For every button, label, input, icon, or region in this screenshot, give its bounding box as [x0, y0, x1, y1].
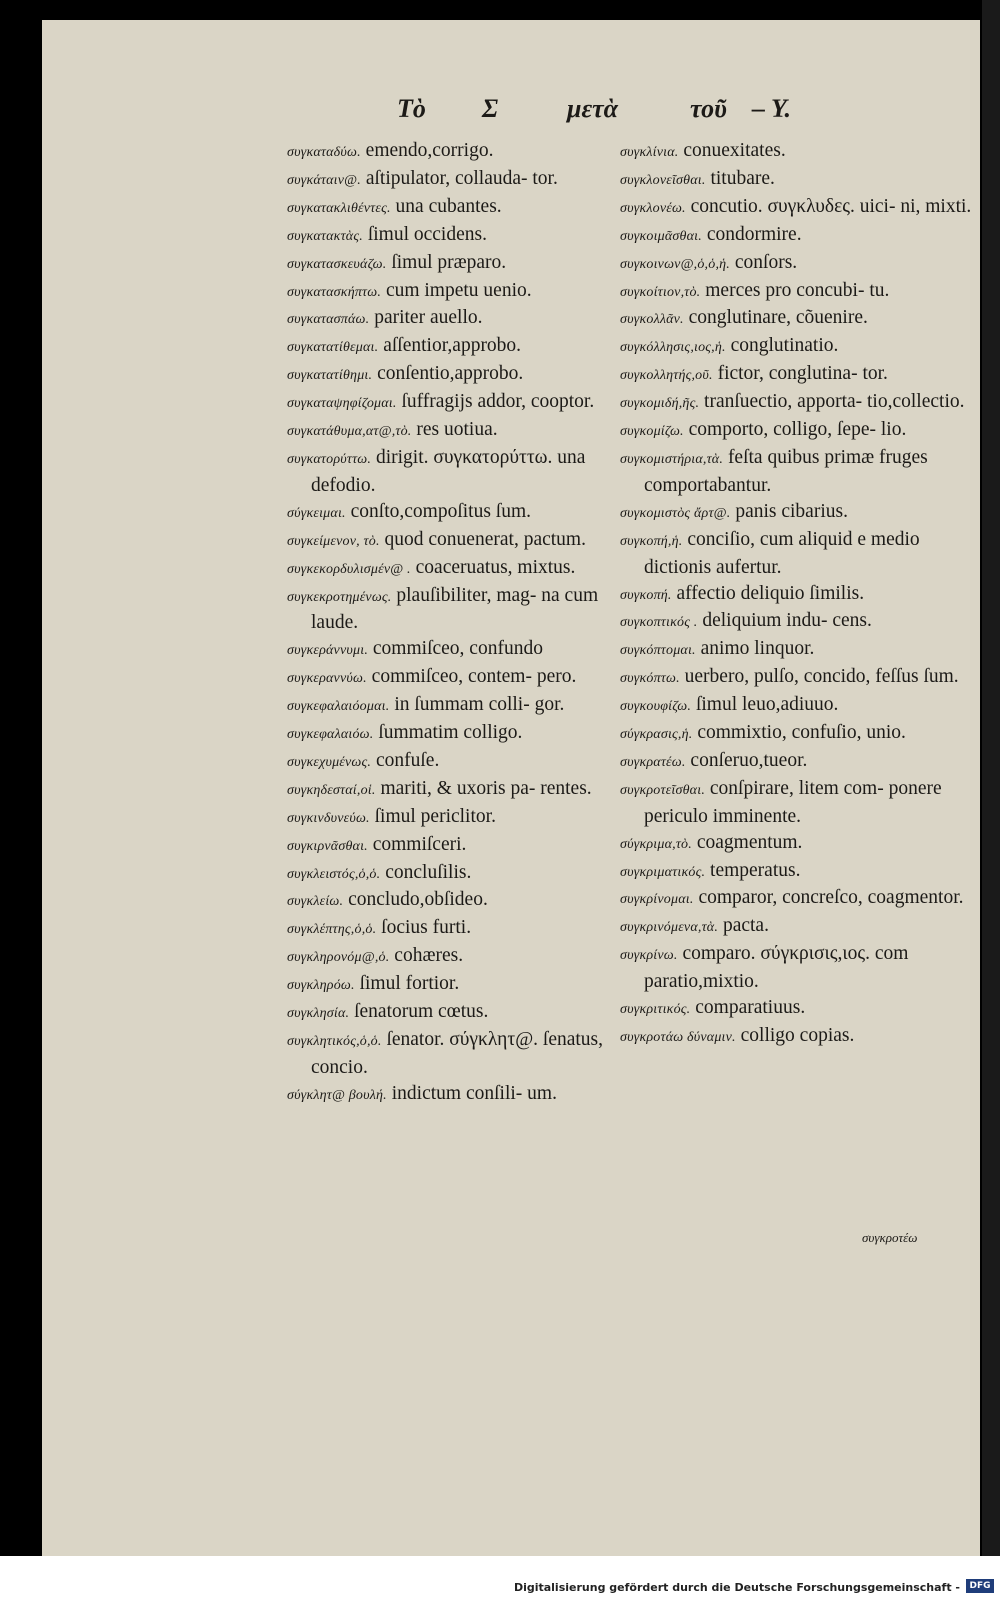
latin-gloss: commiſceo, contem- pero.	[371, 666, 577, 688]
greek-headword: συγκατασπάω.	[287, 312, 370, 328]
greek-headword: συγκοπτικός .	[620, 615, 698, 631]
header-left: Τὸ	[397, 94, 426, 123]
latin-gloss: concludo,obſideo.	[348, 889, 488, 911]
dictionary-entry	[287, 971, 617, 999]
greek-headword: συγκοπή.	[620, 587, 672, 603]
latin-gloss: conciſio, cum aliquid e medio dictionis aufertur.	[644, 528, 920, 578]
latin-gloss: merces pro concubi- tu.	[705, 279, 890, 301]
latin-gloss: fictor, conglutina- tor.	[717, 363, 888, 385]
greek-headword: συγκρινόμενα,τὰ.	[620, 920, 719, 936]
dictionary-entry	[287, 361, 617, 389]
greek-headword: συγκρατέω.	[620, 754, 686, 770]
dictionary-entry	[620, 445, 972, 499]
latin-gloss: dirigit. συγκατορύττω. una defodio.	[311, 446, 586, 496]
latin-gloss: confuſe.	[375, 749, 440, 771]
latin-gloss: animo linquor.	[700, 638, 815, 660]
right-column	[620, 138, 972, 1051]
latin-gloss: conuexitates.	[683, 140, 786, 161]
greek-headword: συγκιρνᾶσθαι.	[287, 838, 368, 854]
latin-gloss: res uotiua.	[416, 419, 498, 441]
dictionary-entry	[620, 885, 972, 913]
greek-headword: συγκάταιν@.	[287, 172, 361, 188]
dictionary-entry	[287, 278, 617, 306]
dictionary-entry	[287, 166, 617, 194]
greek-headword: συγκατασκήπτω.	[287, 284, 382, 300]
latin-gloss: temperatus.	[710, 859, 801, 881]
greek-headword: συγκλησία.	[287, 1006, 350, 1022]
book-page	[42, 20, 980, 1556]
greek-headword: συγκλείω.	[287, 894, 344, 910]
latin-gloss: ſimul fortior.	[359, 973, 460, 995]
latin-gloss: comparor, concreſco, coagmentor.	[698, 887, 964, 909]
latin-gloss: coaceruatus, mixtus.	[415, 556, 576, 578]
greek-headword: συγκλητικός,ὁ,ὁ.	[287, 1034, 382, 1049]
dictionary-entry	[620, 305, 972, 333]
dictionary-entry	[287, 499, 617, 527]
latin-gloss: emendo,corrigo.	[365, 140, 494, 161]
catchword: συγκροτέω	[862, 1230, 918, 1245]
greek-headword: συγκομιστήρια,τὰ.	[620, 451, 724, 467]
dictionary-entry	[620, 389, 972, 417]
dictionary-entry	[287, 445, 617, 499]
greek-headword: συγκείμενον, τὸ.	[287, 533, 380, 549]
greek-headword: συγκόπτω.	[620, 671, 680, 687]
footer-bar	[0, 1556, 1000, 1599]
dictionary-entry	[287, 860, 617, 888]
dictionary-entry	[287, 915, 617, 943]
latin-gloss: comparatiuus.	[695, 997, 806, 1019]
latin-gloss: ſimul periclitor.	[374, 805, 496, 827]
latin-gloss: concutio. συγκλυδες. uici- ni, mixti.	[690, 195, 972, 217]
dictionary-entry	[287, 776, 617, 804]
latin-gloss: conglutinatio.	[730, 335, 839, 357]
dictionary-entry	[620, 222, 972, 250]
latin-gloss: conglutinare, cõuenire.	[688, 307, 868, 329]
dictionary-entry	[620, 166, 972, 194]
greek-headword: συγκατατίθεμαι.	[287, 340, 379, 356]
greek-headword: συγκατακλιθέντες.	[287, 200, 391, 216]
greek-headword: συγκεχυμένως.	[287, 754, 372, 770]
dictionary-entry	[287, 943, 617, 971]
dictionary-entry	[287, 583, 617, 637]
latin-gloss: commiſceo, confundo	[372, 638, 543, 660]
greek-headword: συγκουφίζω.	[620, 699, 692, 715]
latin-gloss: comparo. σύγκρισις,ιος. com paratio,mixtio.	[644, 943, 909, 993]
greek-headword: συγκατορύττω.	[287, 451, 372, 467]
dictionary-entry	[287, 250, 617, 278]
header-dash-letter: – Υ.	[752, 94, 792, 123]
greek-headword: συγκομιστὸς ἄρτ@.	[620, 505, 731, 521]
dictionary-entry	[620, 361, 972, 389]
dictionary-entry	[287, 999, 617, 1027]
dictionary-entry	[287, 692, 617, 720]
dictionary-entry	[287, 1027, 617, 1081]
greek-headword: συγκοιμᾶσθαι.	[620, 228, 702, 244]
greek-headword: συγκοίτιον,τὸ.	[620, 284, 701, 300]
dictionary-entry	[620, 608, 972, 636]
dictionary-entry	[620, 333, 972, 361]
latin-gloss: ſimul occidens.	[367, 223, 487, 245]
latin-gloss: ſimul leuo,adiuuo.	[695, 694, 839, 716]
dictionary-entry	[620, 858, 972, 886]
greek-headword: συγκαταδύω.	[287, 145, 361, 160]
dictionary-entry	[287, 305, 617, 333]
latin-gloss: titubare.	[710, 167, 775, 189]
greek-headword: σύγκρασις,ἡ.	[620, 727, 693, 743]
latin-gloss: colligo copias.	[740, 1025, 855, 1046]
greek-headword: συγκεράννυμι.	[287, 643, 369, 659]
dictionary-entry	[620, 527, 972, 581]
dictionary-entry	[287, 636, 617, 664]
greek-headword: συγκεκροτημένως.	[287, 589, 392, 605]
dictionary-entry	[620, 417, 972, 445]
greek-headword: συγκαταψηφίζομαι.	[287, 396, 397, 412]
greek-headword: σύγκριμα,τὸ.	[620, 836, 692, 852]
greek-headword: σύγκλητ@ βουλή.	[287, 1087, 387, 1103]
latin-gloss: aſtipulator, collauda- tor.	[365, 167, 558, 189]
greek-headword: συγκατάθυμα,ατ@,τὸ.	[287, 424, 412, 440]
dictionary-entry	[620, 250, 972, 278]
dictionary-entry	[287, 222, 617, 250]
footer-credit: Digitalisierung gefördert durch die Deutsche Forschungsgemeinschaft -	[513, 1581, 960, 1594]
latin-gloss: tranſuectio, apporta- tio,collectio.	[704, 391, 965, 413]
dictionary-entry	[620, 776, 972, 830]
latin-gloss: commixtio, confuſio, unio.	[697, 722, 906, 744]
greek-headword: συγκεφαλαιόω.	[287, 727, 374, 743]
dictionary-entry	[287, 417, 617, 445]
dictionary-entry	[620, 692, 972, 720]
greek-headword: συγκεκορδυλισμέν@ .	[287, 561, 411, 577]
latin-gloss: quod conuenerat, pactum.	[384, 528, 586, 550]
dictionary-entry	[287, 333, 617, 361]
dictionary-entry	[620, 720, 972, 748]
latin-gloss: ſummatim colligo.	[378, 722, 523, 744]
latin-gloss: conſentio,approbo.	[377, 363, 524, 385]
latin-gloss: plauſibiliter, mag- na cum laude.	[311, 584, 599, 634]
dictionary-entry	[620, 913, 972, 941]
greek-headword: συγκινδυνεύω.	[287, 810, 370, 826]
greek-headword: συγκλονέω.	[620, 200, 686, 216]
greek-headword: συγκλειστός,ὁ,ὁ.	[287, 866, 381, 882]
greek-headword: συγκηδεσταί,οἱ.	[287, 782, 376, 798]
greek-headword: συγκριματικός.	[620, 864, 706, 880]
latin-gloss: uerbero, pulſo, concido, feſſus ſum.	[684, 666, 959, 688]
latin-gloss: ſocius furti.	[381, 917, 472, 939]
latin-gloss: conſors.	[734, 251, 798, 273]
header-right: τοῦ	[690, 94, 727, 123]
latin-gloss: indictum conſili- um.	[391, 1082, 557, 1104]
greek-headword: συγκρίνω.	[620, 948, 678, 964]
left-column	[287, 138, 617, 1109]
greek-headword: συγκολλητής,οῦ.	[620, 368, 713, 384]
dictionary-entry	[620, 581, 972, 609]
latin-gloss: panis cibarius.	[735, 500, 848, 522]
dictionary-entry	[287, 887, 617, 915]
greek-headword: συγκοπή,ἡ.	[620, 533, 683, 549]
dictionary-entry	[620, 194, 972, 222]
latin-gloss: ſimul præparo.	[391, 251, 507, 273]
latin-gloss: ſenator. σύγκλητ@. ſenatus, concio.	[311, 1029, 604, 1078]
greek-headword: συγκρίνομαι.	[620, 892, 694, 908]
greek-headword: συγκριτικός.	[620, 1002, 691, 1018]
dictionary-entry	[287, 804, 617, 832]
greek-headword: συγκεραννύω.	[287, 671, 367, 687]
dictionary-entry	[620, 664, 972, 692]
greek-headword: συγκολλᾶν.	[620, 312, 684, 328]
dictionary-entry	[287, 389, 617, 417]
greek-headword: συγκεφαλαιόομαι.	[287, 699, 390, 715]
latin-gloss: comporto, colligo, ſepe- lio.	[688, 419, 907, 441]
latin-gloss: deliquium indu- cens.	[702, 610, 872, 632]
latin-gloss: in ſummam colli- gor.	[394, 694, 565, 716]
greek-headword: συγκομίζω.	[620, 424, 684, 440]
latin-gloss: ſenatorum cœtus.	[354, 1001, 489, 1023]
latin-gloss: cum impetu uenio.	[385, 279, 532, 301]
greek-headword: συγκληρόω.	[287, 978, 355, 994]
latin-gloss: conſpirare, litem com- ponere periculo imminente.	[644, 777, 942, 827]
latin-gloss: aſſentior,approbo.	[383, 335, 522, 357]
latin-gloss: feſta quibus primæ fruges comportabantur.	[644, 446, 928, 496]
latin-gloss: ſuffragijs addor, cooptor.	[401, 391, 595, 413]
dfg-logo: DFG	[966, 1579, 994, 1593]
dictionary-entry	[287, 194, 617, 222]
greek-headword: συγκόλλησις,ιος,ἡ.	[620, 340, 726, 356]
latin-gloss: conſto,compoſitus ſum.	[350, 500, 531, 522]
running-header	[42, 94, 980, 134]
dictionary-entry	[287, 664, 617, 692]
greek-headword: συγκατατίθημι.	[287, 368, 373, 384]
dictionary-entry	[287, 527, 617, 555]
header-letter: Σ	[482, 94, 499, 123]
dictionary-entry	[287, 720, 617, 748]
greek-headword: συγκροτεῖσθαι.	[620, 782, 706, 798]
dictionary-entry	[287, 748, 617, 776]
latin-gloss: cohæres.	[394, 945, 464, 967]
dictionary-entry	[620, 748, 972, 776]
dictionary-entry	[620, 499, 972, 527]
latin-gloss: mariti, & uxoris pa- rentes.	[380, 777, 592, 799]
header-middle: μετὰ	[567, 94, 619, 123]
greek-headword: συγκόπτομαι.	[620, 643, 696, 659]
dictionary-entry	[620, 636, 972, 664]
dictionary-entry	[287, 555, 617, 583]
latin-gloss: coagmentum.	[696, 831, 803, 853]
dictionary-entry	[287, 1081, 617, 1109]
scan-edge	[982, 0, 1000, 1556]
latin-gloss: pacta.	[722, 915, 769, 937]
dictionary-entry	[620, 1023, 972, 1051]
greek-headword: συγκροτάω δύναμιν.	[620, 1030, 736, 1045]
dictionary-entry	[620, 995, 972, 1023]
greek-headword: συγκληρονόμ@,ὁ.	[287, 950, 390, 966]
greek-headword: συγκλέπτης,ὁ,ὁ.	[287, 922, 377, 938]
latin-gloss: commiſceri.	[372, 833, 467, 855]
greek-headword: συγκατακτὰς.	[287, 228, 363, 244]
latin-gloss: conſeruo,tueor.	[690, 749, 808, 771]
latin-gloss: una cubantes.	[395, 195, 502, 217]
greek-headword: συγκλονεῖσθαι.	[620, 172, 706, 188]
latin-gloss: concluſilis.	[385, 861, 472, 883]
greek-headword: συγκατασκευάζω.	[287, 256, 387, 272]
greek-headword: συγκλίνια.	[620, 145, 679, 160]
dictionary-entry	[287, 138, 617, 166]
dictionary-entry	[287, 832, 617, 860]
latin-gloss: condormire.	[706, 223, 802, 245]
dictionary-entry	[620, 278, 972, 306]
greek-headword: συγκομιδή,ῆς.	[620, 396, 700, 412]
greek-headword: σύγκειμαι.	[287, 505, 346, 521]
dictionary-entry	[620, 138, 972, 166]
dictionary-entry	[620, 830, 972, 858]
latin-gloss: pariter auello.	[374, 307, 483, 329]
latin-gloss: affectio deliquio ſimilis.	[676, 582, 865, 604]
dictionary-entry	[620, 941, 972, 995]
greek-headword: συγκοινων@,ὁ,ὁ,ἡ.	[620, 256, 730, 272]
